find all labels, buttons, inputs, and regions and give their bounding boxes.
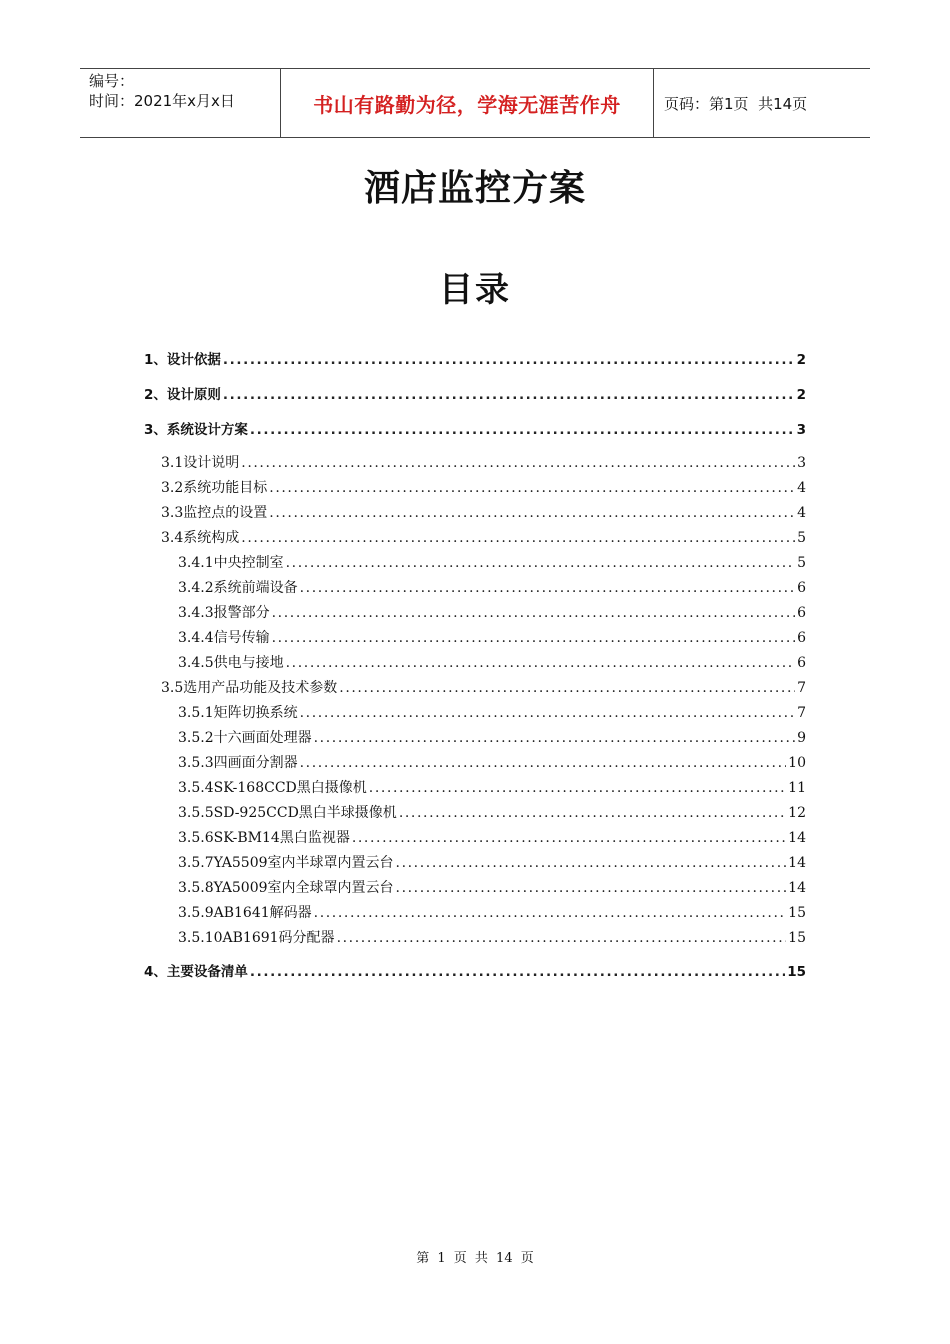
- header-number: 编号：: [89, 72, 135, 90]
- toc-entry-label: 3.5.1矩阵切换系统: [178, 705, 298, 721]
- toc-leader-dots: [399, 805, 786, 821]
- toc-entry-label: 3.5.4SK-168CCD黑白摄像机: [178, 780, 367, 796]
- toc-entry-label: 3.4.3报警部分: [178, 605, 270, 621]
- toc-entry-page: 7: [797, 680, 806, 696]
- toc-entry-page: 7: [797, 705, 806, 721]
- toc-entry-page: 2: [796, 387, 806, 403]
- toc-entry-page: 15: [788, 930, 806, 946]
- toc-entry-page: 10: [788, 755, 806, 771]
- toc-entry[interactable]: [144, 383, 806, 403]
- toc-leader-dots: [272, 630, 795, 646]
- toc-entry-label: 3.4.4信号传输: [178, 630, 270, 646]
- toc-entry-label: 1、设计依据: [144, 352, 221, 368]
- toc-entry[interactable]: [144, 960, 806, 980]
- toc-entry[interactable]: [144, 418, 806, 438]
- toc-entry-page: 11: [788, 780, 806, 796]
- toc-entry-label: 2、设计原则: [144, 387, 221, 403]
- toc-entry[interactable]: [178, 627, 806, 647]
- toc-entry[interactable]: [161, 477, 806, 497]
- toc-leader-dots: [396, 880, 787, 896]
- toc-leader-dots: [241, 530, 795, 546]
- toc-leader-dots: [339, 680, 795, 696]
- toc-entry-label: 3.5.3四画面分割器: [178, 755, 298, 771]
- toc-leader-dots: [300, 755, 787, 771]
- toc-entry[interactable]: [178, 877, 806, 897]
- toc-entry-page: 4: [797, 505, 806, 521]
- header-meta: [80, 69, 281, 137]
- toc-entry[interactable]: [178, 602, 806, 622]
- toc-leader-dots: [269, 480, 795, 496]
- toc-entry[interactable]: [178, 827, 806, 847]
- toc-entry-label: 3.3监控点的设置: [161, 505, 268, 521]
- toc-entry[interactable]: [178, 852, 806, 872]
- toc-entry-label: 3.5选用产品功能及技术参数: [161, 680, 338, 696]
- toc-entry-page: 3: [796, 422, 806, 438]
- toc-leader-dots: [223, 387, 795, 403]
- toc-leader-dots: [223, 352, 795, 368]
- header-time: 时间：2021年x月x日: [89, 92, 235, 110]
- toc-entry-label: 3.5.2十六画面处理器: [178, 730, 312, 746]
- toc-entry-label: 3.5.6SK-BM14黑白监视器: [178, 830, 350, 846]
- document-title: 酒店监控方案: [363, 167, 586, 209]
- page-footer: 第 1 页 共 14 页: [416, 1251, 534, 1266]
- toc-leader-dots: [286, 555, 795, 571]
- toc-entry-page: 14: [788, 830, 806, 846]
- toc-leader-dots: [269, 505, 795, 521]
- toc-entry[interactable]: [178, 552, 806, 572]
- page-header: [80, 68, 870, 138]
- toc-entry[interactable]: [178, 727, 806, 747]
- toc-leader-dots: [396, 855, 787, 871]
- toc-entry[interactable]: [178, 902, 806, 922]
- toc-entry-label: 3.5.8YA5009室内全球罩内置云台: [178, 880, 394, 896]
- toc-leader-dots: [300, 580, 795, 596]
- toc-entry-page: 15: [787, 964, 806, 980]
- toc-entry-page: 5: [797, 530, 806, 546]
- toc-entry-label: 3.4.1中央控制室: [178, 555, 284, 571]
- toc-entry[interactable]: [144, 348, 806, 368]
- toc-entry-page: 2: [796, 352, 806, 368]
- toc-entry-label: 3.1设计说明: [161, 455, 240, 471]
- toc-entry[interactable]: [178, 777, 806, 797]
- toc-heading: 目录: [439, 270, 511, 310]
- toc-entry-page: 4: [797, 480, 806, 496]
- toc-entry-page: 14: [788, 880, 806, 896]
- toc-leader-dots: [250, 964, 785, 980]
- toc-entry-page: 6: [797, 655, 806, 671]
- toc-entry-label: 3.4.2系统前端设备: [178, 580, 298, 596]
- toc-entry[interactable]: [161, 677, 806, 697]
- header-page-info-text: 页码：第1页 共14页: [664, 94, 808, 113]
- toc-entry[interactable]: [178, 652, 806, 672]
- toc-leader-dots: [369, 780, 786, 796]
- toc-entry[interactable]: [178, 752, 806, 772]
- toc-leader-dots: [337, 930, 787, 946]
- toc-leader-dots: [272, 605, 795, 621]
- toc-leader-dots: [250, 422, 795, 438]
- toc-entry-page: 6: [797, 630, 806, 646]
- toc-entry[interactable]: [178, 927, 806, 947]
- toc-entry-label: 3.4.5供电与接地: [178, 655, 284, 671]
- toc-entry[interactable]: [161, 452, 806, 472]
- toc-entry[interactable]: [178, 702, 806, 722]
- toc-leader-dots: [241, 455, 795, 471]
- toc-entry-page: 6: [797, 605, 806, 621]
- toc-entry-page: 15: [788, 905, 806, 921]
- toc-leader-dots: [286, 655, 795, 671]
- toc-leader-dots: [352, 830, 786, 846]
- toc-entry-page: 5: [797, 555, 806, 571]
- toc-entry-label: 3.4系统构成: [161, 530, 240, 546]
- toc-entry[interactable]: [178, 577, 806, 597]
- toc-entry-label: 3、系统设计方案: [144, 422, 248, 438]
- toc-entry[interactable]: [161, 502, 806, 522]
- toc-entry-page: 9: [797, 730, 806, 746]
- toc-entry-label: 3.5.7YA5509室内半球罩内置云台: [178, 855, 394, 871]
- toc-entry-label: 3.5.5SD-925CCD黑白半球摄像机: [178, 805, 397, 821]
- toc-leader-dots: [314, 730, 795, 746]
- header-motto: 书山有路勤为径，学海无涯苦作舟: [281, 69, 654, 137]
- toc-entry-page: 3: [797, 455, 806, 471]
- toc-entry-page: 6: [797, 580, 806, 596]
- header-page-info: [654, 69, 870, 137]
- toc-leader-dots: [314, 905, 787, 921]
- toc-entry-label: 3.2系统功能目标: [161, 480, 268, 496]
- toc-entry[interactable]: [178, 802, 806, 822]
- toc-leader-dots: [300, 705, 795, 721]
- toc-entry-label: 3.5.9AB1641解码器: [178, 905, 312, 921]
- toc-entry-page: 14: [788, 855, 806, 871]
- toc-entry-page: 12: [788, 805, 806, 821]
- toc-entry[interactable]: [161, 527, 806, 547]
- toc-entry-label: 3.5.10AB1691码分配器: [178, 930, 335, 946]
- toc-entry-label: 4、主要设备清单: [144, 964, 248, 980]
